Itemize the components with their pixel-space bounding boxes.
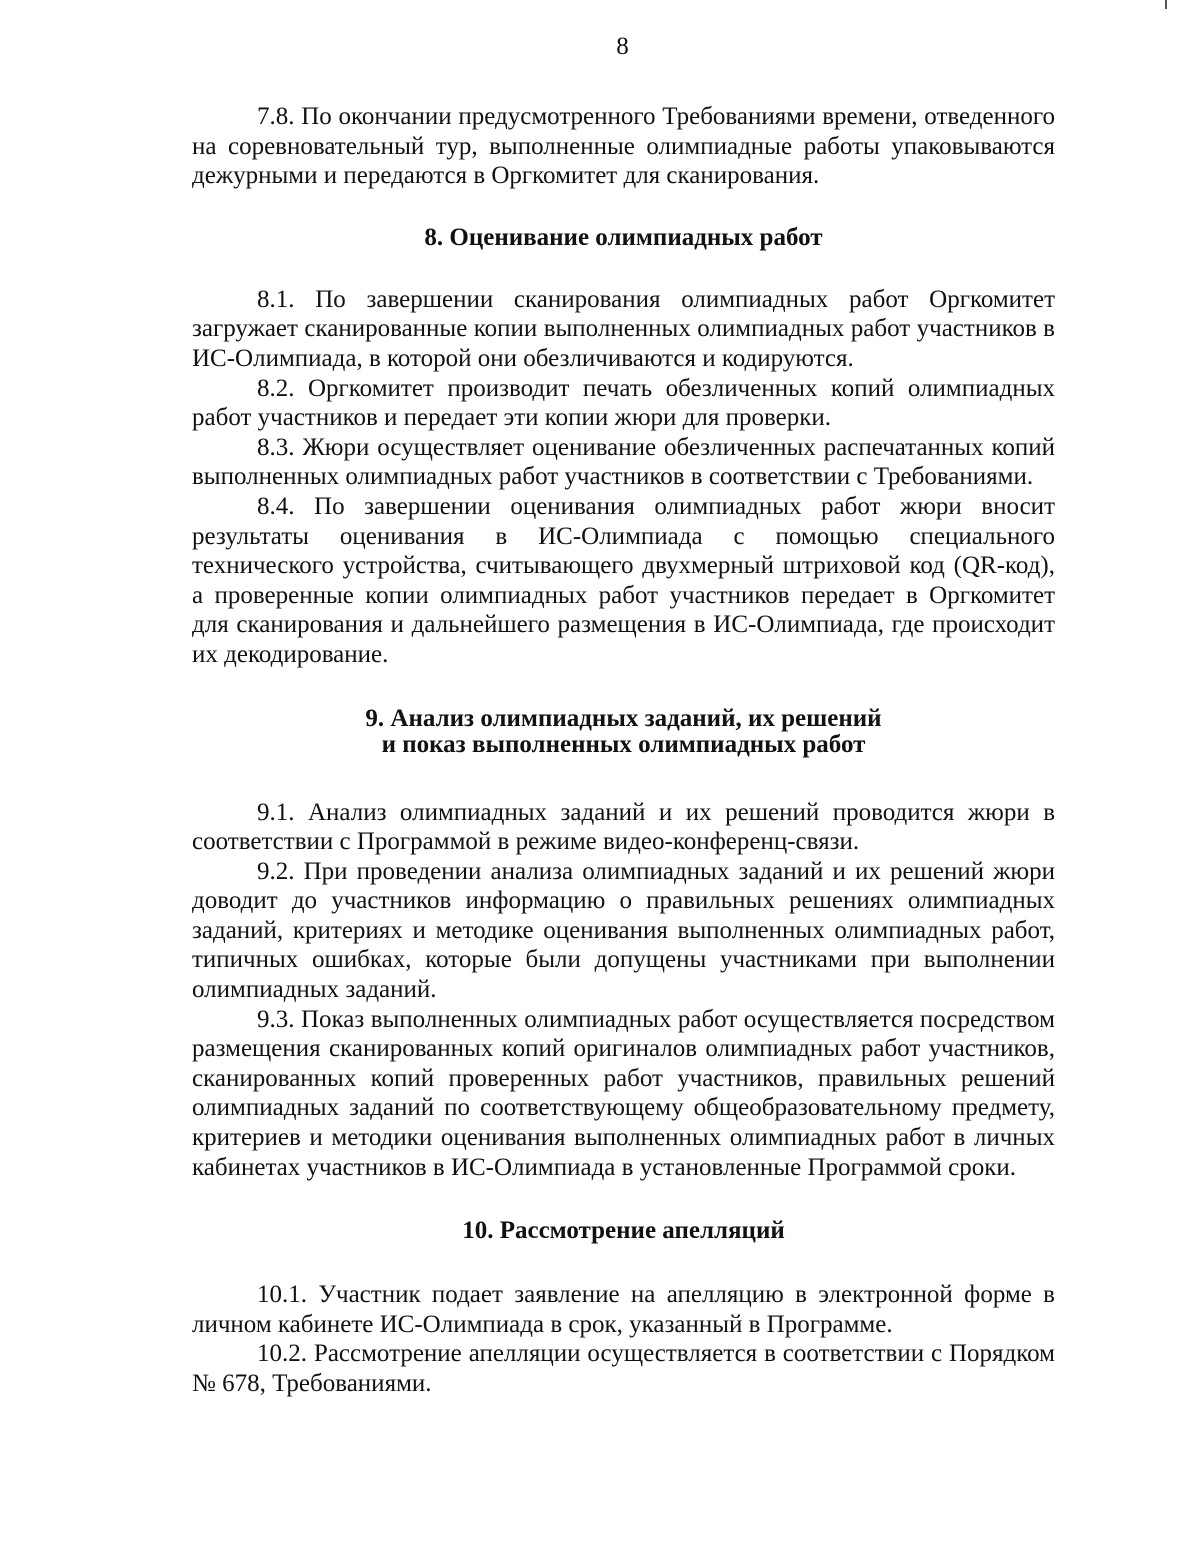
paragraph-8-4: 8.4. По завершении оценивания олимпиадных работ жюри вносит результаты оценивания в ИС-Олимпиада с помощью специального технического устройства, считывающего двухмерный штриховой код (QR-код), а проверенные копии олимпиадных работ участников передает в Оргкомитет для сканирования и дальнейшего размещения в ИС-Олимпиада, где происходит их декодирование. [192,492,1055,668]
section-9-title-line-2: и показ выполненных олимпиадных работ [381,730,866,758]
paragraph-8-1: 8.1. По завершении сканирования олимпиадных работ Оргкомитет загружает сканированные копии выполненных олимпиадных работ участников в ИС-Олимпиада, в которой они обезличиваются и кодируются. [192,285,1055,372]
paragraph-9-1: 9.1. Анализ олимпиадных заданий и их решений проводится жюри в соответствии с Программой в режиме видео-конференц-связи. [192,798,1055,856]
document-body [192,102,1055,1399]
section-9-title [192,706,1055,758]
page-number: 8 [616,33,629,60]
scan-edge-mark [1165,0,1167,9]
section-8-title: 8. Оценивание олимпиадных работ [424,223,823,251]
paragraph-10-1: 10.1. Участник подает заявление на апелляцию в электронной форме в личном кабинете ИС-Олимпиада в срок, указанный в Программе. [192,1281,1055,1338]
paragraph-9-2: 9.2. При проведении анализа олимпиадных заданий и их решений жюри доводит до участников информацию о правильных решениях олимпиадных заданий, критериях и методике оценивания выполненных олимпиадных работ, типичных ошибках, которые были допущены участниками при выполнении олимпиадных заданий. [192,857,1055,1004]
paragraph-10-2: 10.2. Рассмотрение апелляции осуществляется в соответствии с Порядком № 678, Требованиями. [192,1340,1055,1397]
paragraph-8-3: 8.3. Жюри осуществляет оценивание обезличенных распечатанных копий выполненных олимпиадных работ участников в соответствии с Требованиями. [192,433,1055,491]
paragraph-7-8: 7.8. По окончании предусмотренного Требованиями времени, отведенного на соревновательный тур, выполненные олимпиадные работы упаковываются дежурными и передаются в Оргкомитет для сканирования. [192,103,1055,190]
section-10-title: 10. Рассмотрение апелляций [462,1217,785,1245]
section-9-title-line-1: 9. Анализ олимпиадных заданий, их решений [365,704,882,732]
paragraph-8-2: 8.2. Оргкомитет производит печать обезличенных копий олимпиадных работ участников и передает эти копии жюри для проверки. [192,374,1055,432]
paragraph-9-3: 9.3. Показ выполненных олимпиадных работ осуществляется посредством размещения сканированных копий оригиналов олимпиадных работ участников, сканированных копий проверенных работ участников, правильных решений олимпиадных заданий по соответствующему общеобразовательному предмету, критериев и методики оценивания выполненных олимпиадных работ в личных кабинетах участников в ИС-Олимпиада в установленные Программой сроки. [192,1005,1055,1181]
